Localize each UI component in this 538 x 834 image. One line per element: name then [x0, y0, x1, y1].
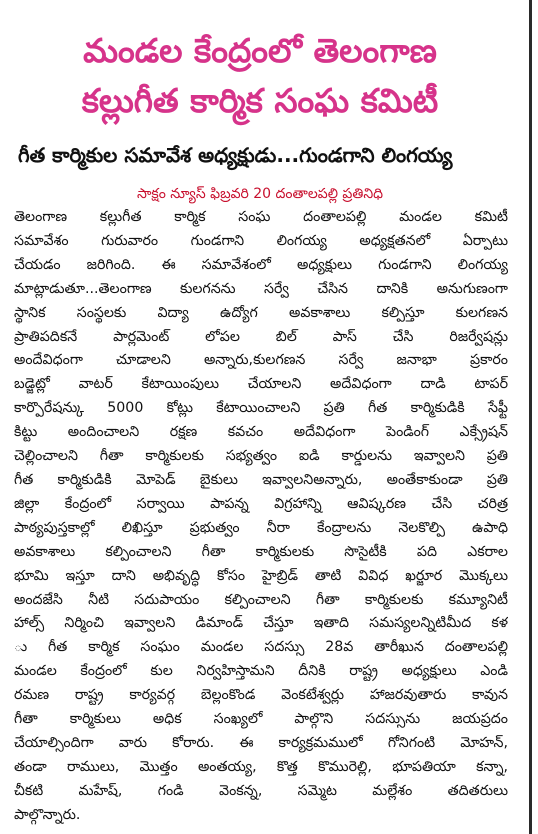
article-body-line: గీతా కార్మికులు అధిక సంఖ్యలో పాల్గొని సదస్సును జయప్రదం [14, 711, 508, 728]
article-body-line: జిల్లా కేంద్రంలో సర్వాయి పాపన్న విగ్రహాన్ని ఆవిష్కరణ చేసి చరిత్ర [14, 495, 508, 512]
article-body-line: భూమి ఇస్తూ దాని అభివృద్ధి కోసం హైబ్రిడ్ తాటి వివిధ ఖర్జూర మొక్కలు [14, 567, 508, 584]
article-body-line: తెలంగాణ కల్లుగీత కార్మిక సంఘ దంతాలపల్లి మండల కమిటీ [14, 209, 508, 225]
article-body-line: మాట్లాడుతూ...తెలంగాణ కులగనను సర్వే చేసిన దానికి అనుగుణంగా [14, 280, 508, 297]
article-body-line: చేయాల్సిందిగా వారు కోరారు. ఈ కార్యక్రమములో గోనిగంటి మోహన్, [14, 734, 508, 751]
article-body-line: బడ్జెట్లో వాటర్ కేటాయింపులు చేయాలని అదేవిధంగా దాడి టాపర్ [14, 376, 508, 393]
article-body-line: చెల్లించాలని గీతా కార్మికులకు సభ్యత్వం ఐడి కార్డులను ఇవ్వాలని ప్రతి [14, 448, 508, 465]
article-body-line: ప్రాతిపదికనే పార్లమెంట్ లోపల బిల్ పాస్ చేసి రిజర్వేషన్లు [14, 328, 508, 345]
article-body-line: హాల్స్ నిర్మించి ఇవ్వాలని డిమాండ్ చేస్తూ ఇతాది సమస్యలన్నిటిమీద కళ [14, 615, 508, 632]
article-body-line: గీత కార్మికుడికి మోపెడ్ బైకులు ఇవ్వాలనిఅన్నారు, అంతేకాకుండా ప్రతి [14, 471, 508, 488]
article-body-line: పాల్గొన్నారు. [14, 806, 81, 823]
article-body-line: చేయడం జరిగింది. ఈ సమావేశంలో అధ్యక్షులు గుండగాని లింగయ్య [14, 256, 508, 273]
article-body-line: ు గీత కార్మిక సంఘం మండల సదస్సు 28వ తారీఖున దంతాలపల్లి [14, 639, 508, 656]
article-body-line: కార్పొరేషన్కు 5000 కోట్లు కేటాయించాలని ప్రతి గీత కార్మికుడికి సేఫ్టీ [14, 400, 508, 417]
article-body [14, 206, 508, 828]
column-divider [529, 0, 532, 834]
article-headline [8, 26, 512, 126]
article-body-line: అందేవిధంగా చూడాలని అన్నారు,కులగణన సర్వే జనాభా ప్రకారం [14, 352, 508, 369]
headline-line-2: కల్లుగీత కార్మిక సంఘ కమిటీ [81, 81, 439, 120]
article-body-line: అవకాశాలు కల్పించాలని గీతా కార్మికులకు సొసైటీకి పది ఎకరాల [14, 543, 508, 560]
article-body-line: అందజేసి నీటి సదుపాయం కల్పించాలని గీతా కార్మికులకు కమ్యూనిటీ [14, 591, 508, 608]
article-body-line: మండల కేంద్రంలో కుల నిర్వహిస్తామని దీనికి రాష్ట్ర అధ్యక్షులు ఎండి [14, 663, 508, 680]
article-body-line: తండా రాములు, మొత్తం అంతయ్య, కొత్త కొమురెల్లి, భూపతియా కన్నా, [14, 758, 508, 775]
headline-line-1: మండల కేంద్రంలో తెలంగాణ [83, 31, 437, 70]
article-body-line: సమావేశం గురువారం గుండగాని లింగయ్య అధ్యక్షతనలో ఏర్పాటు [14, 232, 508, 249]
article-dateline: సాక్షం న్యూస్ ఫిబ్రవరి 20 దంతాలపల్లి ప్రతినిధి [136, 186, 384, 202]
article-body-line: చీకటి మహేష్, గండి వెంకన్న, సమ్మెట మల్లేశం తదితరులు [14, 782, 508, 799]
article-body-line: కిట్టు అందించాలని రక్షణ కవచం అదేవిధంగా పెండింగ్ ఎక్స్రేషన్ [14, 424, 508, 441]
article-body-line: పాఠ్యపుస్తకాల్లో లిఖిస్తూ ప్రభుత్వం నీరా కేంద్రాలను నెలకొల్పి ఉపాధి [14, 519, 508, 536]
article-subheadline: గీత కార్మికుల సమావేశ అధ్యక్షుడు...గుండగాని లింగయ్య [18, 143, 453, 167]
article-body-line: రమణ రాష్ట్ర కార్యవర్గ బెల్లంకొండ వెంకటేశ్వర్లు హాజరవుతారు కావున [14, 687, 508, 704]
article-body-line: స్థానిక సంస్థలకు విద్యా ఉద్యోగ అవకాశాలు కల్పిస్తూ కులగణన [14, 304, 508, 321]
